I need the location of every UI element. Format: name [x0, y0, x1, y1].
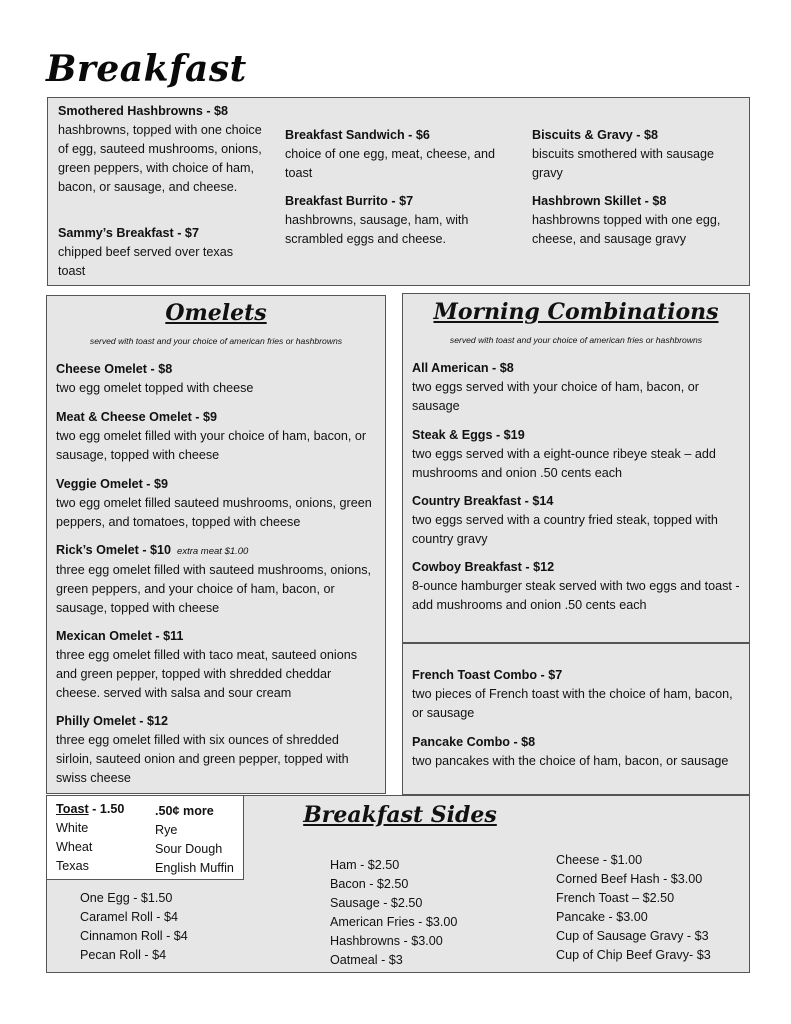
- menu-item: [58, 224, 263, 281]
- menu-item: [412, 666, 742, 723]
- item-name: Cowboy Breakfast - $12: [412, 560, 555, 574]
- combos-title: Morning Combinations: [433, 299, 719, 325]
- menu-item: [56, 541, 376, 618]
- item-desc: two eggs served with a country fried steak, topped with country gravy: [412, 513, 718, 546]
- toast-price: - 1.50: [88, 802, 125, 816]
- item-desc: three egg omelet filled with sauteed mushrooms, onions, green peppers, and your choice of ham, bacon, or sausage, topped with cheese: [56, 563, 372, 615]
- side-item: Pancake - $3.00: [556, 910, 648, 924]
- side-item: Cup of Sausage Gravy - $3: [556, 929, 709, 943]
- toast-left-list: [56, 800, 124, 876]
- toast-option: Rye: [155, 823, 178, 837]
- item-desc: two pancakes with the choice of ham, bacon, or sausage: [412, 754, 729, 768]
- menu-item: [56, 627, 376, 703]
- menu-item: [532, 126, 742, 183]
- side-item: One Egg - $1.50: [80, 891, 173, 905]
- toast-header: [56, 800, 124, 819]
- menu-item: [56, 408, 376, 465]
- toast-option: Wheat: [56, 840, 93, 854]
- sides-list-1: [80, 889, 188, 965]
- menu-item: [56, 475, 376, 532]
- item-name: French Toast Combo - $7: [412, 668, 563, 682]
- item-name: Mexican Omelet - $11: [56, 629, 184, 643]
- menu-item: [56, 712, 376, 788]
- sides-title: Breakfast Sides: [303, 802, 497, 828]
- item-desc: two pieces of French toast with the choice of ham, bacon, or sausage: [412, 687, 733, 720]
- item-extra: extra meat $1.00: [177, 546, 249, 557]
- item-desc: choice of one egg, meat, cheese, and toast: [285, 147, 496, 180]
- toast-option: Texas: [56, 859, 89, 873]
- omelets-title: Omelets: [165, 300, 267, 326]
- toast-right-list: [155, 802, 234, 878]
- item-name: All American - $8: [412, 361, 514, 375]
- sides-list-2: [330, 856, 457, 970]
- toast-label: Toast: [56, 802, 89, 816]
- toast-option: Sour Dough: [155, 842, 223, 856]
- item-desc: two egg omelet topped with cheese: [56, 381, 254, 395]
- menu-item: [285, 126, 510, 183]
- item-name: Country Breakfast - $14: [412, 494, 554, 508]
- side-item: Cheese - $1.00: [556, 853, 643, 867]
- item-desc: two egg omelet filled sauteed mushrooms, onions, green peppers, and tomatoes, topped with cheese: [56, 496, 372, 529]
- item-name-row: [56, 541, 376, 561]
- side-item: Pecan Roll - $4: [80, 948, 167, 962]
- item-name: Rick’s Omelet - $10: [56, 543, 172, 557]
- item-name: Cheese Omelet - $8: [56, 362, 173, 376]
- side-item: Corned Beef Hash - $3.00: [556, 872, 703, 886]
- item-desc: three egg omelet filled with taco meat, sauteed onions and green pepper, topped with shredded cheddar cheese. served with salsa and sour cream: [56, 648, 358, 700]
- menu-item: [412, 492, 742, 549]
- item-desc: two eggs served with a eight-ounce ribeye steak – add mushrooms and onion .50 cents each: [412, 447, 716, 480]
- item-name: Smothered Hashbrowns - $8: [58, 104, 229, 118]
- menu-item: [412, 558, 742, 615]
- page-title: Breakfast: [46, 48, 247, 90]
- item-desc: hashbrowns, sausage, ham, with scrambled eggs and cheese.: [285, 213, 469, 246]
- item-name: Veggie Omelet - $9: [56, 477, 168, 491]
- side-item: Ham - $2.50: [330, 858, 400, 872]
- side-item: Bacon - $2.50: [330, 877, 409, 891]
- side-item: Cup of Chip Beef Gravy- $3: [556, 948, 711, 962]
- menu-item: [58, 102, 273, 197]
- side-item: Caramel Roll - $4: [80, 910, 178, 924]
- side-item: American Fries - $3.00: [330, 915, 458, 929]
- side-item: Hashbrowns - $3.00: [330, 934, 443, 948]
- side-item: Cinnamon Roll - $4: [80, 929, 188, 943]
- side-item: Oatmeal - $3: [330, 953, 403, 967]
- item-desc: two egg omelet filled with your choice of ham, bacon, or sausage, topped with cheese: [56, 429, 367, 462]
- menu-item: [412, 426, 742, 483]
- item-name: Pancake Combo - $8: [412, 735, 536, 749]
- item-name: Philly Omelet - $12: [56, 714, 168, 728]
- item-name: Steak & Eggs - $19: [412, 428, 525, 442]
- item-desc: hashbrowns, topped with one choice of egg, sauteed mushrooms, onions, green peppers, with choice of ham, bacon, or sausage, and cheese.: [58, 123, 262, 194]
- omelets-note: served with toast and your choice of american fries or hashbrowns: [89, 336, 343, 346]
- menu-item: [412, 359, 742, 416]
- menu-item: [532, 192, 742, 249]
- menu-item: [56, 360, 376, 398]
- combos-note: served with toast and your choice of american fries or hashbrowns: [449, 335, 703, 345]
- item-desc: three egg omelet filled with six ounces of shredded sirloin, sauteed onion and green pepper, topped with swiss cheese: [56, 733, 349, 785]
- menu-item: [285, 192, 490, 249]
- item-desc: hashbrowns topped with one egg, cheese, and sausage gravy: [532, 213, 721, 246]
- item-name: Breakfast Burrito - $7: [285, 194, 414, 208]
- item-desc: chipped beef served over texas toast: [58, 245, 234, 278]
- toast-option: English Muffin: [155, 861, 234, 875]
- toast-more: .50¢ more: [155, 804, 214, 818]
- item-name: Sammy’s Breakfast - $7: [58, 226, 199, 240]
- toast-option: White: [56, 821, 89, 835]
- item-name: Breakfast Sandwich - $6: [285, 128, 430, 142]
- sides-list-3: [556, 851, 711, 965]
- side-item: French Toast – $2.50: [556, 891, 675, 905]
- item-name: Hashbrown Skillet - $8: [532, 194, 667, 208]
- item-desc: 8-ounce hamburger steak served with two eggs and toast - add mushrooms and onion .50 cents each: [412, 579, 740, 612]
- item-desc: two eggs served with your choice of ham, bacon, or sausage: [412, 380, 700, 413]
- item-desc: biscuits smothered with sausage gravy: [532, 147, 715, 180]
- item-name: Biscuits & Gravy - $8: [532, 128, 658, 142]
- item-name: Meat & Cheese Omelet - $9: [56, 410, 217, 424]
- menu-item: [412, 733, 748, 771]
- side-item: Sausage - $2.50: [330, 896, 423, 910]
